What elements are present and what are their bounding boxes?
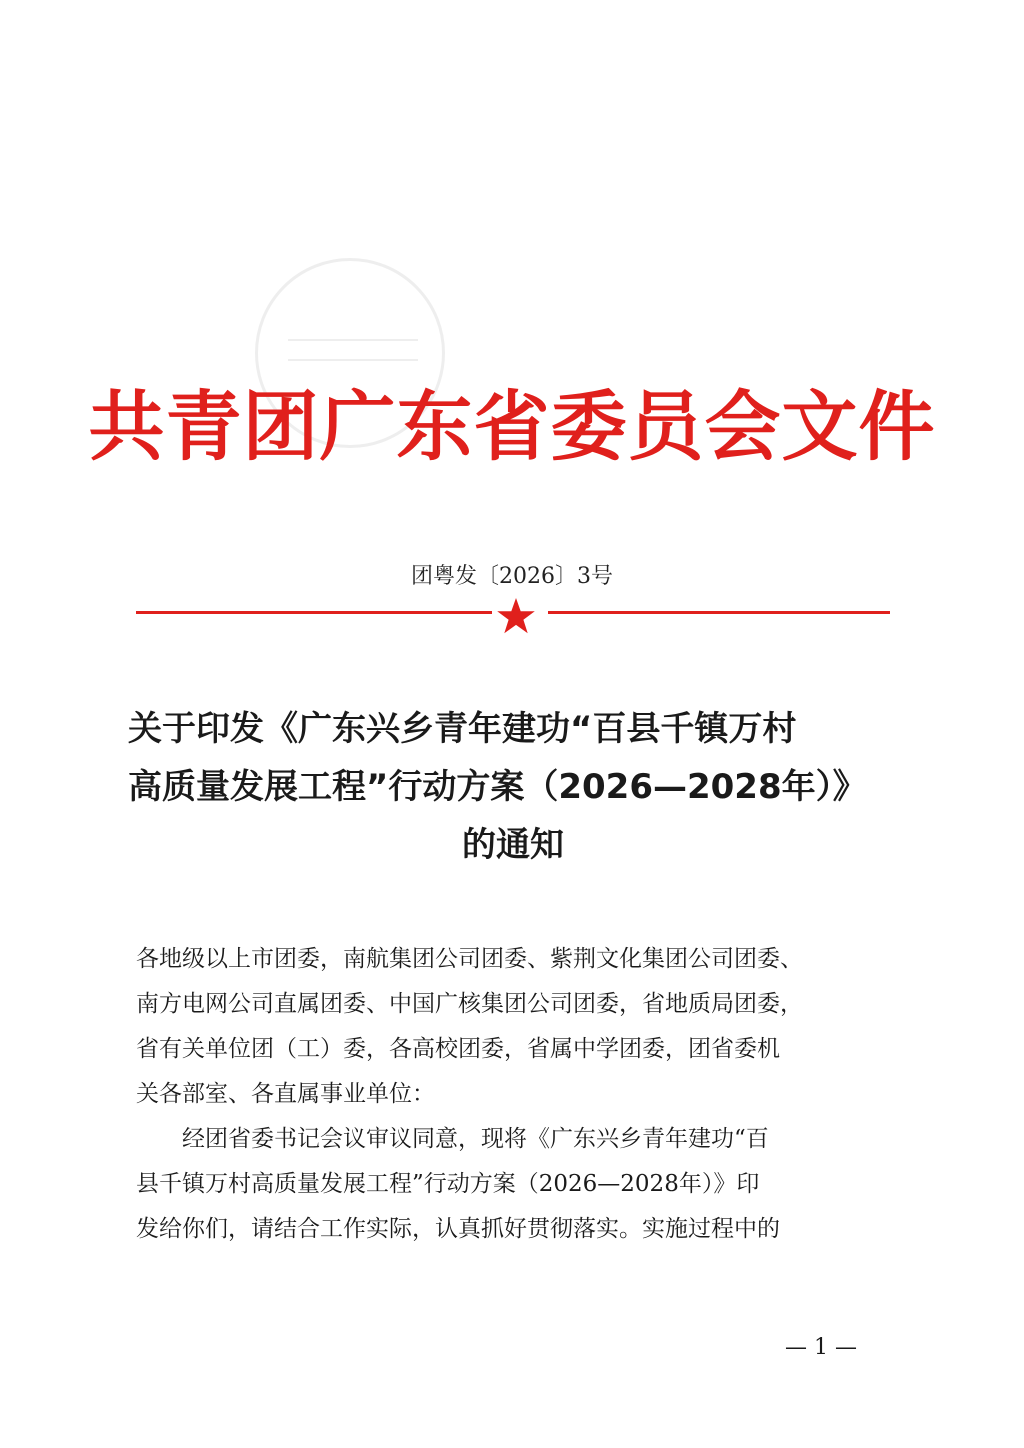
body-line: 各地级以上市团委，南航集团公司团委、紫荆文化集团公司团委、 <box>136 946 803 972</box>
title-line-2: 高质量发展工程”行动方案（2026—2028年）》 <box>128 767 867 807</box>
red-star-icon <box>496 596 536 636</box>
title-line-1: 关于印发《广东兴乡青年建功“百县千镇万村 <box>128 709 797 749</box>
body-line: 经团省委书记会议审议同意，现将《广东兴乡青年建功“百 <box>182 1126 769 1152</box>
body-line: 省有关单位团（工）委，各高校团委，省属中学团委，团省委机 <box>136 1036 780 1062</box>
red-divider-left <box>136 611 492 614</box>
document-number: 团粤发〔2026〕3号 <box>411 564 613 589</box>
red-divider-right <box>548 611 890 614</box>
document-masthead: 共青团广东省委员会文件 <box>88 382 936 471</box>
notice-title <box>128 700 898 874</box>
page-number: — 1 — <box>785 1335 857 1360</box>
notice-body <box>136 937 876 1252</box>
title-line-3: 的通知 <box>462 825 564 865</box>
body-line: 南方电网公司直属团委、中国广核集团公司团委，省地质局团委， <box>136 991 803 1017</box>
body-line: 关各部室、各直属事业单位： <box>136 1081 435 1107</box>
body-line: 发给你们，请结合工作实际，认真抓好贯彻落实。实施过程中的 <box>136 1216 780 1242</box>
body-line: 县千镇万村高质量发展工程”行动方案（2026—2028年）》印 <box>136 1171 760 1197</box>
